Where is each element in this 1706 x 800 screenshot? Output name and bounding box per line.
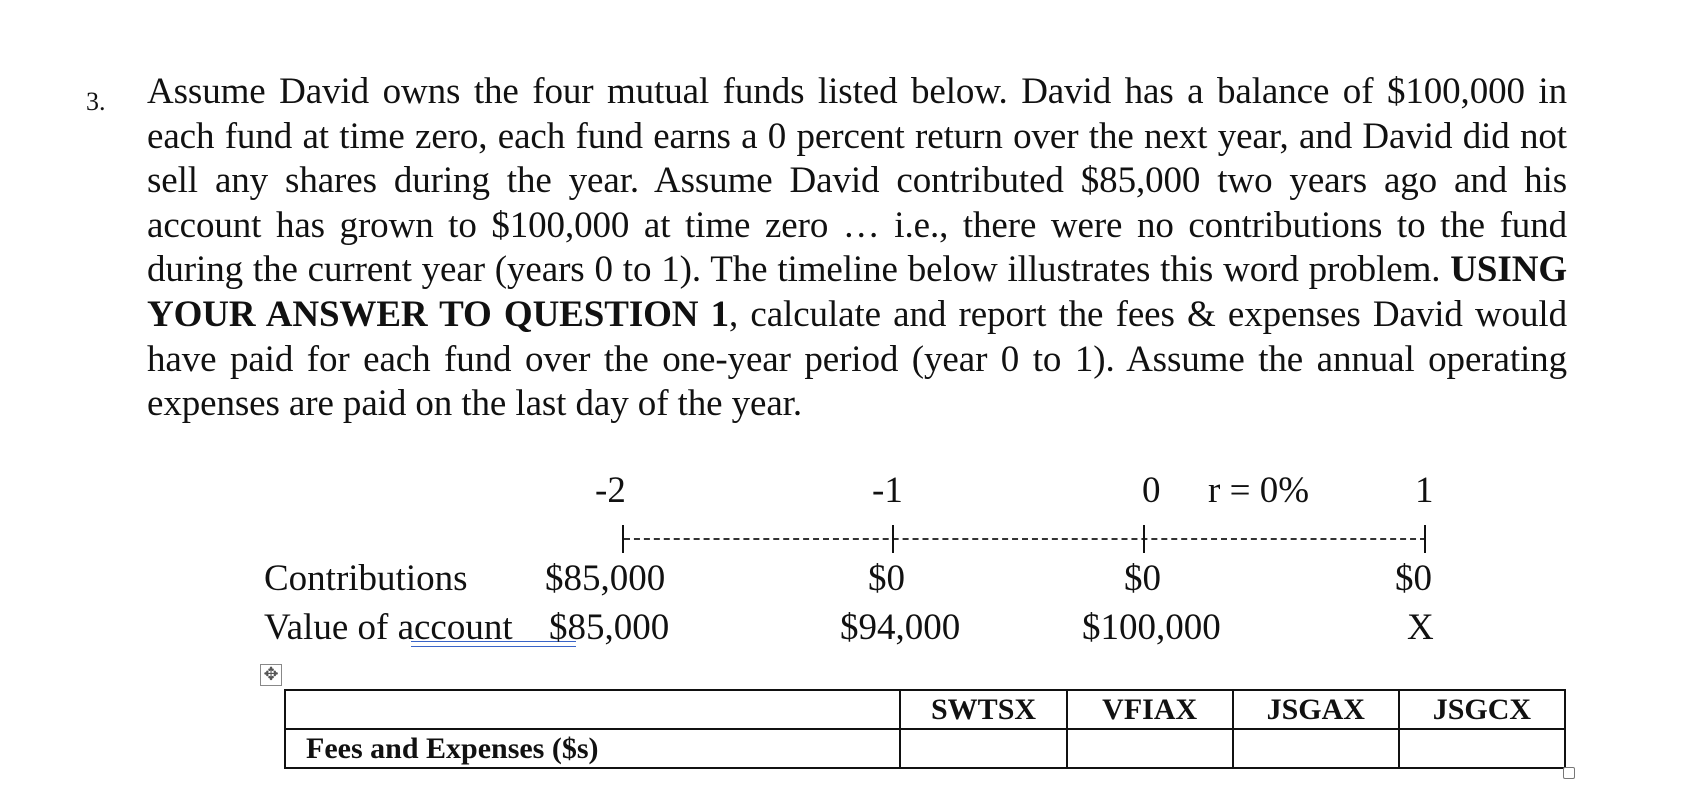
contribution-0: $0 [1124,558,1161,599]
account-value-label-a: Value of [264,607,398,648]
table-header-jsgcx[interactable]: JSGCX [1399,690,1565,729]
timeline-period-minus1: -1 [872,470,903,511]
contribution-minus1: $0 [868,558,905,599]
account-value-1: X [1407,607,1434,648]
question-text-part1: Assume David owns the four mutual funds listed below. David has a balance of $100,000 in each fund at time zero, each fund earns a 0 percent return over the next year, and David did not sell any shares during the year. Assume David contributed $85,000 two years ago and his account has grown to $100,000 at time zero … i.e., there were no contributions to the fund during the current year (years 0 to 1). The timeline below illustrates this word problem. [147,71,1567,291]
timeline-tick-1 [1424,525,1426,553]
timeline-tick-0 [1143,525,1145,553]
table-header-row [285,690,1565,729]
timeline-tick-minus2 [622,525,624,553]
question-number: 3. [86,87,106,116]
account-value-minus1: $94,000 [840,607,961,648]
account-value-0: $100,000 [1082,607,1221,648]
contribution-minus2: $85,000 [545,558,666,599]
table-move-handle-icon[interactable]: ✥ [260,664,282,686]
timeline-rate-label: r = 0% [1208,470,1310,511]
timeline-axis [624,538,1426,540]
fees-cell-vfiax[interactable] [1067,729,1233,768]
fees-table [284,689,1566,769]
timeline-tick-minus1 [892,525,894,553]
account-value-minus2: $85,000 [549,607,670,648]
fees-row-label[interactable]: Fees and Expenses ($s) [285,729,900,768]
question-text-emphasis: USING YOUR ANSWER TO QUESTION 1 [147,249,1567,335]
table-header-vfiax[interactable]: VFIAX [1067,690,1233,729]
timeline-period-minus2: -2 [595,470,626,511]
table-header-jsgax[interactable]: JSGAX [1233,690,1399,729]
table-row [285,729,1565,768]
table-header-swtsx[interactable]: SWTSX [900,690,1066,729]
fees-cell-swtsx[interactable] [900,729,1066,768]
fees-cell-jsgcx[interactable] [1399,729,1565,768]
table-header-cell-empty[interactable] [285,690,900,729]
table-resize-handle-icon[interactable] [1563,767,1575,779]
question-text [147,70,1567,427]
contribution-1: $0 [1395,558,1432,599]
fees-cell-jsgax[interactable] [1233,729,1399,768]
account-value-label-b: account [397,607,513,648]
timeline-period-1: 1 [1415,470,1434,511]
timeline-period-0: 0 [1142,470,1161,511]
question-text-part2: , calculate and report the fees & expenses David would have paid for each fund over the one-year period (year 0 to 1). Assume the annual operating expenses are paid on the last day of the year. [147,293,1567,425]
contributions-label: Contributions [264,558,468,599]
